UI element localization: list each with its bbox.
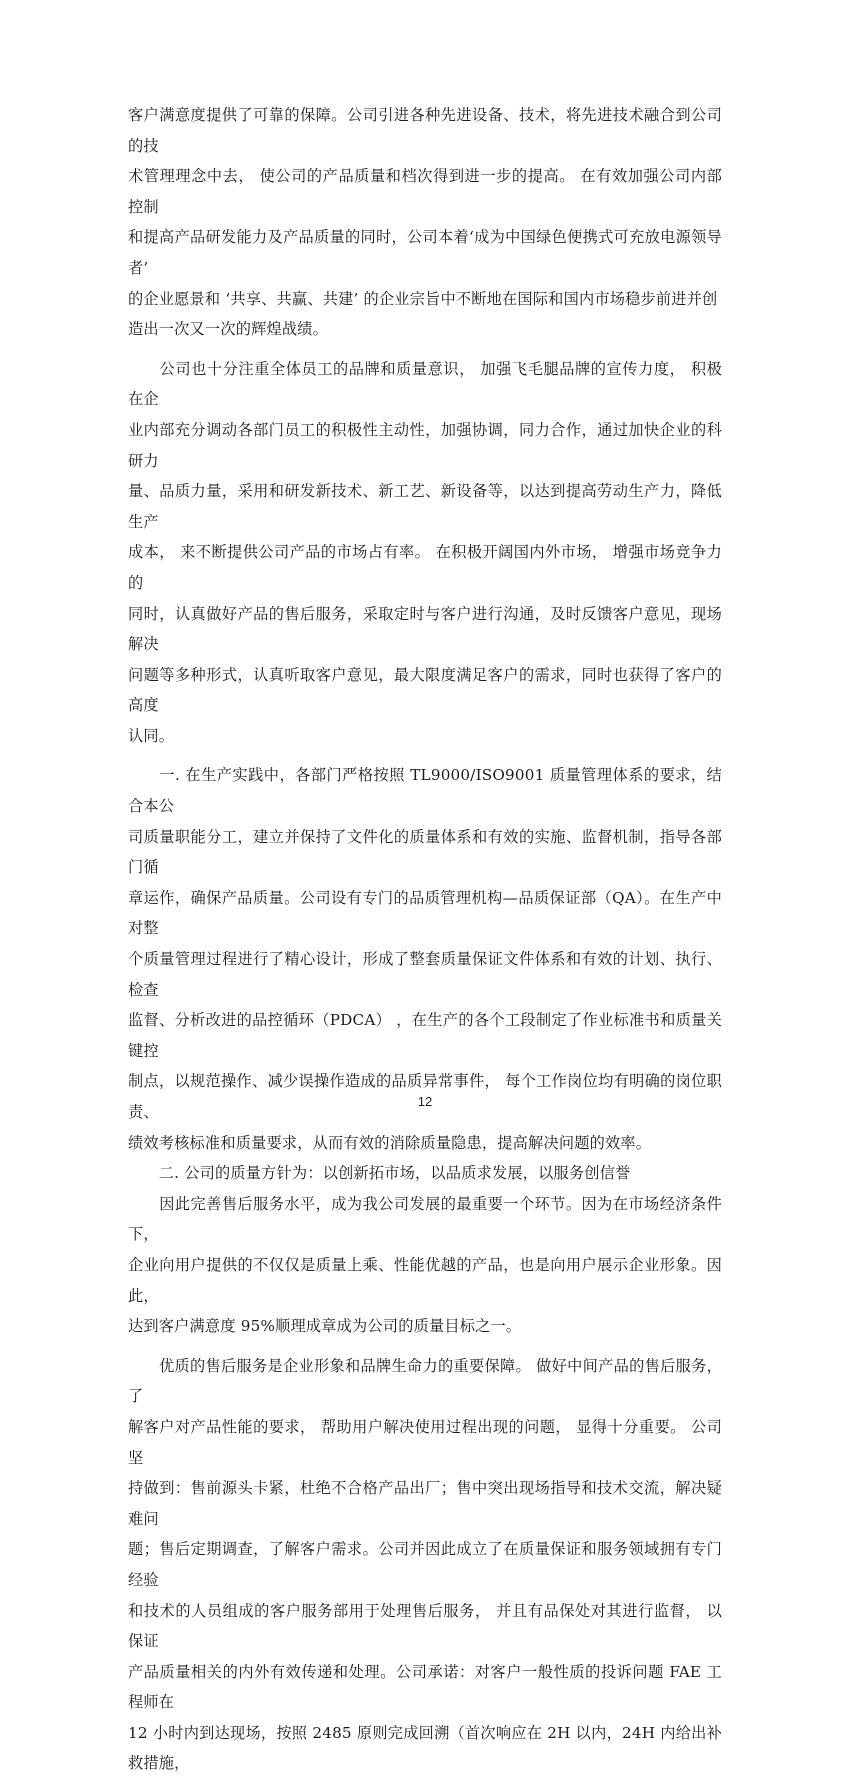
text-line: 司质量职能分工，建立并保持了文件化的质量体系和有效的实施、监督机制，指导各部门循 xyxy=(128,827,722,877)
paragraph-quality-assurance xyxy=(128,100,722,345)
text-line: 术管理理念中去， 使公司的产品质量和档次得到进一步的提高。 在有效加强公司内部控制 xyxy=(128,167,722,216)
text-line: 同时，认真做好产品的售后服务，采取定时与客户进行沟通，及时反馈客户意见，现场解决 xyxy=(128,604,722,654)
text-line: 成本， 来不断提供公司产品的市场占有率。 在积极开阔国内外市场， 增强市场竞争力的 xyxy=(128,543,722,592)
paragraph-after-sales-importance xyxy=(128,1189,722,1342)
text-line: 优质的售后服务是企业形象和品牌生命力的重要保障。 做好中间产品的售后服务， 了 xyxy=(128,1356,722,1406)
text-line: 持做到：售前源头卡紧，杜绝不合格产品出厂；售中突出现场指导和技术交流，解决疑难问 xyxy=(128,1479,722,1528)
document-body xyxy=(128,100,722,1779)
text-line: 产品质量相关的内外有效传递和处理。公司承诺：对客户一般性质的投诉问题 FAE 工程师在 xyxy=(128,1662,722,1712)
text-line: 和技术的人员组成的客户服务部用于处理售后服务， 并且有品保处对其进行监督， 以保证 xyxy=(128,1601,722,1651)
paragraph-section-two-heading xyxy=(128,1158,722,1189)
text-line: 造出一次又一次的辉煌战绩。 xyxy=(128,320,329,339)
text-line: 和提高产品研发能力及产品质量的同时，公司本着‘成为中国绿色便携式可充放电源领导者’ xyxy=(128,228,722,277)
text-line: 监督、分析改进的品控循环（PDCA） ，在生产的各个工段制定了作业标准书和质量关键控 xyxy=(128,1011,722,1060)
text-line: 客户满意度提供了可靠的保障。公司引进各种先进设备、技术，将先进技术融合到公司的技 xyxy=(128,106,722,155)
text-line: 个质量管理过程进行了精心设计，形成了整套质量保证文件体系和有效的计划、执行、检查 xyxy=(128,950,722,999)
text-line: 二. 公司的质量方针为：以创新拓市场，以品质求发展，以服务创信誉 xyxy=(128,1164,631,1183)
paragraph-after-sales-service xyxy=(128,1351,722,1779)
text-line: 解客户对产品性能的要求， 帮助用户解决使用过程出现的问题， 显得十分重要。 公司坚 xyxy=(128,1417,722,1467)
text-line: 公司也十分注重全体员工的品牌和质量意识， 加强飞毛腿品牌的宣传力度， 积极在企 xyxy=(128,359,722,409)
text-line: 问题等多种形式，认真听取客户意见，最大限度满足客户的需求，同时也获得了客户的高度 xyxy=(128,665,722,715)
text-line: 量、品质力量，采用和研发新技术、新工艺、新设备等，以达到提高劳动生产力，降低生产 xyxy=(128,482,722,531)
text-line: 一. 在生产实践中，各部门严格按照 TL9000/ISO9001 质量管理体系的要求，结合本公 xyxy=(128,766,722,816)
page-number: 12 xyxy=(417,1094,433,1109)
text-line: 题；售后定期调查，了解客户需求。公司并因此成立了在质量保证和服务领域拥有专门经验 xyxy=(128,1540,722,1589)
text-line: 的企业愿景和 ‘共享、共赢、共建’ 的企业宗旨中不断地在国际和国内市场稳步前进并创 xyxy=(128,289,718,308)
text-line: 业内部充分调动各部门员工的积极性主动性，加强协调，同力合作，通过加快企业的科研力 xyxy=(128,420,722,470)
text-line: 因此完善售后服务水平，成为我公司发展的最重要一个环节。因为在市场经济条件下， xyxy=(128,1194,722,1244)
paragraph-brand-awareness xyxy=(128,354,722,752)
text-line: 认同。 xyxy=(128,726,175,745)
text-line: 企业向用户提供的不仅仅是质量上乘、性能优越的产品，也是向用户展示企业形象。因此， xyxy=(128,1255,722,1305)
text-line: 制点，以规范操作、减少误操作造成的品质异常事件， 每个工作岗位均有明确的岗位职责、 xyxy=(128,1072,722,1121)
text-line: 12 小时内到达现场，按照 2485 原则完成回溯（首次响应在 2H 以内，24H 内给出补救措施， xyxy=(128,1723,722,1773)
text-line: 达到客户满意度 95%顺理成章成为公司的质量目标之一。 xyxy=(128,1317,522,1336)
text-line: 绩效考核标准和质量要求，从而有效的消除质量隐患，提高解决问题的效率。 xyxy=(128,1133,652,1152)
text-line: 章运作，确保产品质量。公司设有专门的品质管理机构—品质保证部（QA）。在生产中对整 xyxy=(128,888,722,938)
